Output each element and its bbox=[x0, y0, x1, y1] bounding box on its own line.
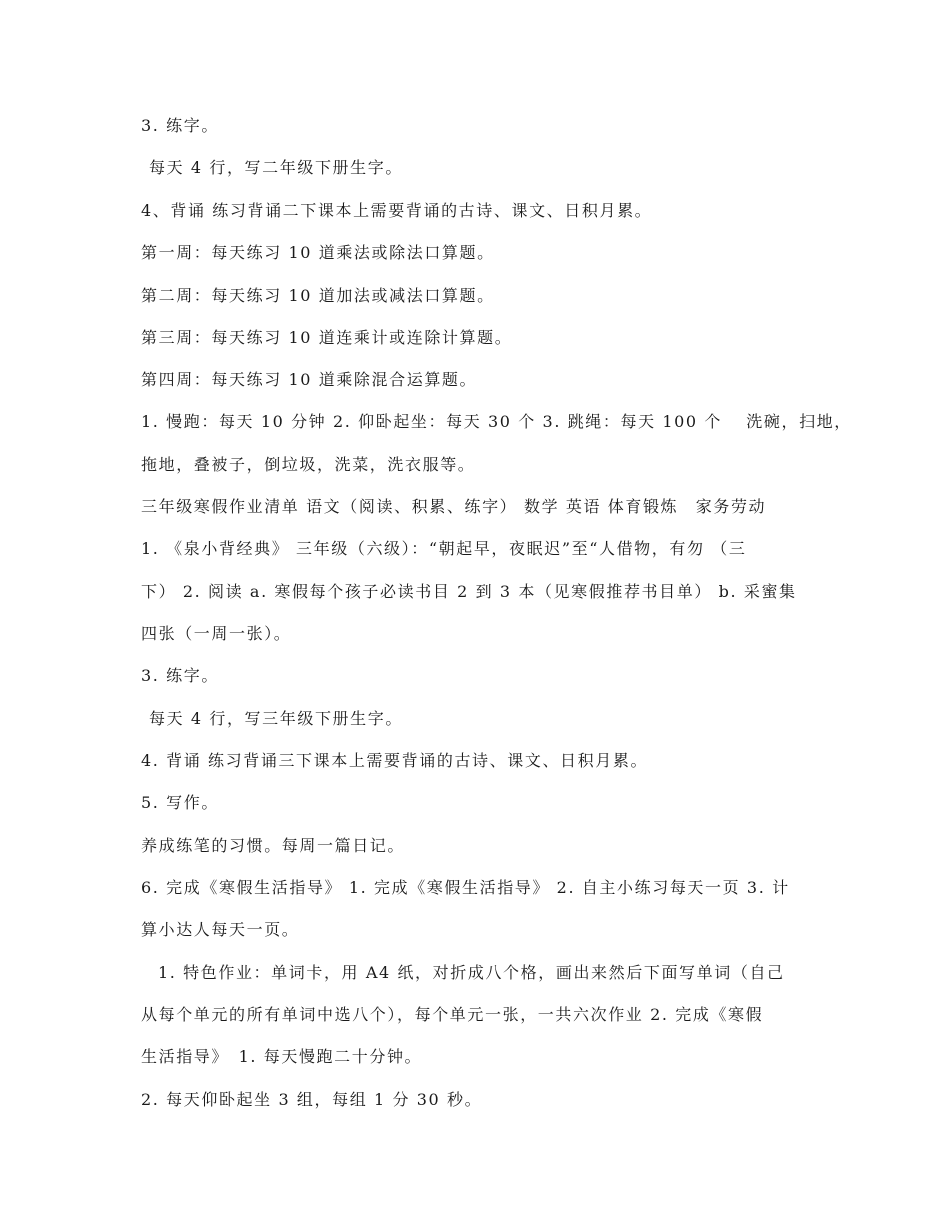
text-line: 1. 慢跑：每天 10 分钟 2. 仰卧起坐：每天 30 个 3. 跳绳：每天 100 个 洗碗，扫地， bbox=[141, 412, 852, 431]
text-line: 1. 《泉小背经典》 三年级（六级）：“朝起早，夜眠迟”至“人借物，有勿 （三 bbox=[141, 539, 747, 558]
text-line: 4. 背诵 练习背诵三下课本上需要背诵的古诗、课文、日积月累。 bbox=[141, 751, 649, 770]
text-line: 生活指导》 1. 每天慢跑二十分钟。 bbox=[141, 1047, 423, 1066]
text-line: 第三周：每天练习 10 道连乘计或连除计算题。 bbox=[141, 328, 513, 347]
text-line: 2. 每天仰卧起坐 3 组，每组 1 分 30 秒。 bbox=[141, 1090, 483, 1109]
text-line: 拖地，叠被子，倒垃圾，洗菜，洗衣服等。 bbox=[141, 455, 476, 474]
text-line: 3. 练字。 bbox=[141, 116, 219, 135]
text-line: 下） 2. 阅读 a. 寒假每个孩子必读书目 2 到 3 本（见寒假推荐书目单） b. 采蜜集 bbox=[141, 582, 797, 601]
text-line: 4、背诵 练习背诵二下课本上需要背诵的古诗、课文、日积月累。 bbox=[141, 201, 653, 220]
text-line: 三年级寒假作业清单 语文（阅读、积累、练字） 数学 英语 体育锻炼 家务劳动 bbox=[141, 497, 767, 516]
text-line: 第四周：每天练习 10 道乘除混合运算题。 bbox=[141, 370, 478, 389]
text-line: 每天 4 行，写二年级下册生字。 bbox=[149, 158, 403, 177]
text-line: 6. 完成《寒假生活指导》 1. 完成《寒假生活指导》 2. 自主小练习每天一页 3. 计 bbox=[141, 878, 790, 897]
text-line: 从每个单元的所有单词中选八个），每个单元一张，一共六次作业 2. 完成《寒假 bbox=[141, 1005, 764, 1024]
text-line: 每天 4 行，写三年级下册生字。 bbox=[149, 709, 403, 728]
text-line: 第一周：每天练习 10 道乘法或除法口算题。 bbox=[141, 243, 495, 262]
text-line: 3. 练字。 bbox=[141, 666, 219, 685]
text-line: 1. 特色作业：单词卡，用 A4 纸，对折成八个格，画出来然后下面写单词（自己 bbox=[158, 963, 785, 982]
text-line: 算小达人每天一页。 bbox=[141, 920, 300, 939]
text-line: 养成练笔的习惯。每周一篇日记。 bbox=[141, 836, 406, 855]
text-line: 四张（一周一张）。 bbox=[141, 624, 292, 643]
text-line: 第二周：每天练习 10 道加法或减法口算题。 bbox=[141, 286, 495, 305]
text-line: 5. 写作。 bbox=[141, 793, 219, 812]
